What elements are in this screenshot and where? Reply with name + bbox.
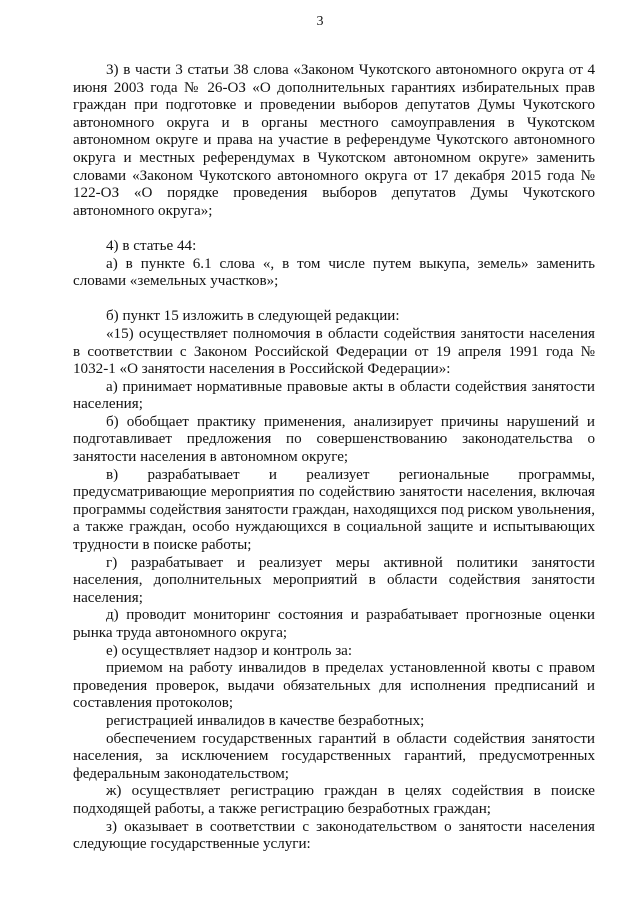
paragraph-subitem-z: з) оказывает в соответствии с законодательством о занятости населения следующие государственные услуги: [73,818,595,853]
paragraph-subitem-e: е) осуществляет надзор и контроль за: [106,642,353,659]
paragraph-subitem-a: а) принимает нормативные правовые акты в области содействия занятости населения; [73,378,595,413]
paragraph-subitem-b: б) обобщает практику применения, анализирует причины нарушений и подготавливает предложения по совершенствованию законодательства о занятости населения в автономном округе; [73,413,595,466]
paragraph-supervision-quota: приемом на работу инвалидов в пределах установленной квоты с правом проведения проверок, выдачи обязательных для исполнения предписаний и составления протоколов; [73,660,595,712]
paragraph-supervision-guarantees: обеспечением государственных гарантий в области содействия занятости населения, за исключением государственных гарантий, предусмотренных федеральным законодательством; [73,730,595,782]
paragraph-clause-3: 3) в части 3 статьи 38 слова «Законом Чукотского автономного округа от 4 июня 2003 года № 26-ОЗ «О дополнительных гарантиях избирательных прав граждан при подготовке и проведении выборов депутатов Думы Чукотского автономного округа и в органы местного самоуправления в Чукотском автономном округе и права на участие в референдуме Чукотского автономного округа и местных референдумах в Чукотском автономном округе» заменить словами «Законом Чукотского автономного округа от 17 декабря 2015 года № 122-ОЗ «О порядке проведения выборов депутатов Думы Чукотского автономного округа»; [73,62,595,219]
paragraph-clause-4: 4) в статье 44: [106,237,197,254]
paragraph-item-a: а) в пункте 6.1 слова «, в том числе путем выкупа, земель» заменить словами «земельных участков»; [73,255,595,290]
document-body [73,62,595,854]
paragraph-subitem-g: г) разрабатывает и реализует меры активной политики занятости населения, дополнительных мероприятий в области содействия занятости населения; [73,554,595,606]
paragraph-point-15: «15) осуществляет полномочия в области содействия занятости населения в соответствии с Законом Российской Федерации от 19 апреля 1991 года № 1032-1 «О занятости населения в Российской Федерации»: [73,325,595,378]
paragraph-supervision-registration: регистрацией инвалидов в качестве безработных; [106,712,425,729]
paragraph-subitem-v: в) разрабатывает и реализует региональные программы, предусматривающие мероприятия по содействию занятости населения, включая программы содействия занятости граждан, находящихся под риском увольнения, а также граждан, особо нуждающихся в социальной защите и испытывающих трудности в поиске работы; [73,466,595,554]
paragraph-item-b: б) пункт 15 изложить в следующей редакции: [106,308,400,325]
page-number: 3 [316,14,324,29]
paragraph-subitem-zh: ж) осуществляет регистрацию граждан в целях содействия в поиске подходящей работы, а также регистрацию безработных граждан; [73,783,595,817]
paragraph-subitem-d: д) проводит мониторинг состояния и разрабатывает прогнозные оценки рынка труда автономного округа; [73,607,595,641]
